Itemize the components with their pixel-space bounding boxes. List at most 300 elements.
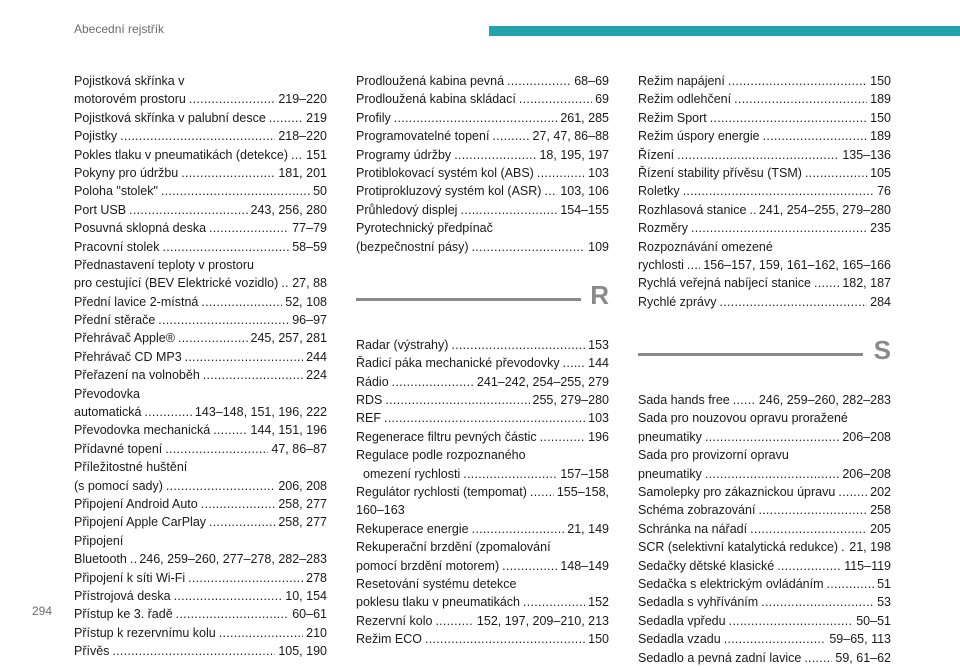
entry-label: Režim odlehčení bbox=[638, 92, 732, 107]
entry-pages: 10, 154 bbox=[285, 588, 327, 603]
entry-label: Programovatelné topení bbox=[356, 129, 490, 144]
index-entry bbox=[74, 513, 327, 531]
entry-label: Režim úspory energie bbox=[638, 129, 760, 144]
entry-pages: 255, 279–280 bbox=[532, 393, 609, 408]
dot-leader bbox=[841, 538, 846, 556]
dot-leader bbox=[384, 409, 585, 427]
entry-label: Port USB bbox=[74, 202, 127, 217]
entry-label: Prodloužená kabina skládací bbox=[356, 92, 516, 107]
index-entry bbox=[356, 538, 609, 556]
dot-leader bbox=[683, 182, 874, 200]
entry-label: Programy údržby bbox=[356, 147, 452, 162]
entry-label: Sada hands free bbox=[638, 393, 730, 408]
dot-leader bbox=[724, 630, 827, 648]
entry-label: Bluetooth bbox=[74, 552, 127, 567]
index-entry bbox=[356, 90, 609, 108]
entry-pages: 50 bbox=[313, 184, 327, 199]
dot-leader bbox=[209, 513, 275, 531]
entry-label: Regulace podle rozpoznaného bbox=[356, 448, 526, 463]
dot-leader bbox=[435, 612, 473, 630]
dot-leader bbox=[492, 127, 529, 145]
entry-pages: 143–148, 151, 196, 222 bbox=[194, 405, 327, 420]
index-entry bbox=[74, 238, 327, 256]
dot-leader bbox=[189, 90, 275, 108]
dot-leader bbox=[507, 72, 571, 90]
entry-label: Přístrojová deska bbox=[74, 588, 171, 603]
dot-leader bbox=[203, 366, 303, 384]
entry-label: Pojistková skřínka v palubní desce bbox=[74, 110, 266, 125]
index-entry bbox=[74, 403, 327, 421]
entry-pages: 206–208 bbox=[842, 429, 891, 444]
entry-label: Přívěs bbox=[74, 644, 110, 659]
entry-label: Průhledový displej bbox=[356, 202, 458, 217]
header-accent-bar bbox=[489, 26, 960, 36]
index-entry bbox=[356, 630, 609, 648]
index-entry bbox=[356, 446, 609, 464]
entry-pages: 59–65, 113 bbox=[829, 632, 891, 647]
index-entry bbox=[356, 520, 609, 538]
dot-leader bbox=[392, 373, 474, 391]
entry-label: Převodovka bbox=[74, 386, 141, 401]
entry-label: Řízení bbox=[638, 147, 675, 162]
entry-pages: 219 bbox=[306, 110, 327, 125]
entry-label: Příležitostné huštění bbox=[74, 460, 188, 475]
entry-pages: 189 bbox=[870, 92, 891, 107]
entry-label: 160–163 bbox=[356, 503, 405, 518]
dot-leader bbox=[291, 146, 303, 164]
index-entry bbox=[74, 366, 327, 384]
entry-pages: 218–220 bbox=[278, 129, 327, 144]
entry-label: Sedadla vpředu bbox=[638, 613, 726, 628]
entry-label: Pokyny pro údržbu bbox=[74, 165, 179, 180]
entry-pages: 219–220 bbox=[278, 92, 327, 107]
index-entry bbox=[356, 182, 609, 200]
entry-label: pomocí brzdění motorem) bbox=[356, 558, 500, 573]
dot-leader bbox=[281, 274, 289, 292]
entry-pages: 144 bbox=[588, 356, 609, 371]
entry-pages: 59, 61–62 bbox=[835, 650, 891, 665]
index-entry bbox=[356, 612, 609, 630]
index-entry bbox=[356, 336, 609, 354]
dot-leader bbox=[463, 465, 557, 483]
index-entry bbox=[638, 538, 891, 556]
entry-pages: 258, 277 bbox=[278, 515, 327, 530]
entry-label: Poloha "stolek" bbox=[74, 184, 158, 199]
index-entry bbox=[74, 569, 327, 587]
entry-label: Sedadla s vyhříváním bbox=[638, 595, 759, 610]
index-entry bbox=[638, 501, 891, 519]
index-entry bbox=[356, 127, 609, 145]
entry-label: Sada pro nouzovou opravu proražené bbox=[638, 411, 848, 426]
dot-leader bbox=[451, 336, 585, 354]
entry-pages: 196 bbox=[588, 429, 609, 444]
entry-label: Režim napájení bbox=[638, 74, 725, 88]
index-entry bbox=[74, 642, 327, 660]
index-entry bbox=[638, 446, 891, 464]
entry-label: Přednastavení teploty v prostoru bbox=[74, 257, 254, 272]
index-column-3 bbox=[638, 72, 891, 667]
entry-label: Připojení Apple CarPlay bbox=[74, 515, 207, 530]
entry-label: Přední stěrače bbox=[74, 313, 156, 328]
index-entry bbox=[638, 520, 891, 538]
index-entry bbox=[356, 501, 609, 519]
dot-leader bbox=[472, 520, 565, 538]
index-entry bbox=[74, 72, 327, 90]
entry-label: Pojistky bbox=[74, 129, 118, 144]
index-entry bbox=[638, 201, 891, 219]
index-entry bbox=[356, 146, 609, 164]
entry-label: Převodovka mechanická bbox=[74, 423, 211, 438]
index-column-1 bbox=[74, 72, 327, 661]
index-entry bbox=[74, 127, 327, 145]
index-entry bbox=[356, 483, 609, 501]
dot-leader bbox=[120, 127, 275, 145]
dot-leader bbox=[502, 557, 557, 575]
index-entry bbox=[638, 483, 891, 501]
entry-pages: 206, 208 bbox=[278, 478, 327, 493]
entry-label: Samolepky pro zákaznickou úpravu bbox=[638, 485, 836, 500]
index-entry bbox=[356, 109, 609, 127]
dot-leader bbox=[805, 164, 867, 182]
index-entry bbox=[638, 274, 891, 292]
entry-label: Roletky bbox=[638, 184, 680, 199]
dot-leader bbox=[201, 495, 276, 513]
entry-pages: 150 bbox=[588, 632, 609, 647]
index-entry bbox=[638, 630, 891, 648]
dot-leader bbox=[166, 477, 275, 495]
entry-label: Rekuperace energie bbox=[356, 521, 469, 536]
index-entry bbox=[638, 391, 891, 409]
entry-pages: 103 bbox=[588, 411, 609, 426]
dot-leader bbox=[219, 624, 303, 642]
dot-leader bbox=[749, 201, 756, 219]
index-entry bbox=[74, 164, 327, 182]
index-entry bbox=[356, 409, 609, 427]
index-entry bbox=[356, 72, 609, 90]
index-entry bbox=[356, 219, 609, 237]
index-entry bbox=[74, 550, 327, 568]
entry-pages: 103, 106 bbox=[560, 184, 609, 199]
index-entry bbox=[638, 428, 891, 446]
entry-label: Rozhlasová stanice bbox=[638, 202, 747, 217]
index-column-2 bbox=[356, 72, 609, 649]
entry-pages: 284 bbox=[870, 294, 891, 309]
entry-label: Přístup k rezervnímu kolu bbox=[74, 625, 216, 640]
entry-label: Pojistková skřínka v bbox=[74, 74, 185, 88]
index-entry bbox=[74, 458, 327, 476]
entry-label: Profily bbox=[356, 110, 391, 125]
index-entry bbox=[638, 557, 891, 575]
dot-leader bbox=[763, 127, 868, 145]
entry-label: Regulátor rychlosti (tempomat) bbox=[356, 485, 527, 500]
index-entry bbox=[356, 354, 609, 372]
entry-label: Sedadla vzadu bbox=[638, 632, 721, 647]
section-divider bbox=[638, 327, 891, 385]
index-entry bbox=[356, 201, 609, 219]
entry-pages: 135–136 bbox=[842, 147, 891, 162]
index-entry bbox=[74, 495, 327, 513]
entry-label: (s pomocí sady) bbox=[74, 478, 163, 493]
entry-label: Režim Sport bbox=[638, 110, 707, 125]
dot-leader bbox=[213, 421, 247, 439]
dot-leader bbox=[130, 550, 136, 568]
entry-label: Protiprokluzový systém kol (ASR) bbox=[356, 184, 542, 199]
index-entry bbox=[74, 219, 327, 237]
index-entry bbox=[638, 146, 891, 164]
index-entry bbox=[74, 90, 327, 108]
index-entry bbox=[74, 624, 327, 642]
index-entry bbox=[638, 164, 891, 182]
entry-pages: 68–69 bbox=[574, 74, 609, 88]
entry-label: Pokles tlaku v pneumatikách (detekce) bbox=[74, 147, 288, 162]
entry-pages: 21, 198 bbox=[849, 540, 891, 555]
dot-leader bbox=[537, 164, 585, 182]
entry-pages: 157–158 bbox=[560, 466, 609, 481]
index-entry bbox=[638, 219, 891, 237]
entry-pages: 69 bbox=[595, 92, 609, 107]
entry-label: Prodloužená kabina pevná bbox=[356, 74, 505, 88]
dot-leader bbox=[161, 182, 310, 200]
dot-leader bbox=[563, 354, 586, 372]
entry-label: Režim ECO bbox=[356, 632, 422, 647]
entry-label: Rozpoznávání omezené bbox=[638, 239, 773, 254]
entry-pages: 182, 187 bbox=[842, 276, 891, 291]
entry-pages: 21, 149 bbox=[567, 521, 609, 536]
entry-label: Řadicí páka mechanické převodovky bbox=[356, 356, 560, 371]
dot-leader bbox=[112, 642, 275, 660]
dot-leader bbox=[838, 483, 867, 501]
entry-label: Rozměry bbox=[638, 221, 689, 236]
index-entry bbox=[638, 109, 891, 127]
dot-leader bbox=[174, 587, 283, 605]
entry-label: Rezervní kolo bbox=[356, 613, 433, 628]
entry-pages: 241–242, 254–255, 279 bbox=[476, 374, 609, 389]
section-rule bbox=[356, 298, 581, 301]
entry-pages: 103 bbox=[588, 165, 609, 180]
entry-pages: 96–97 bbox=[292, 313, 327, 328]
index-entry bbox=[74, 348, 327, 366]
entry-pages: 245, 257, 281 bbox=[250, 331, 327, 346]
dot-leader bbox=[523, 593, 585, 611]
index-entry bbox=[74, 293, 327, 311]
entry-label: Rekuperační brzdění (zpomalování bbox=[356, 540, 551, 555]
dot-leader bbox=[176, 605, 290, 623]
entry-pages: 156–157, 159, 161–162, 165–166 bbox=[703, 257, 891, 272]
index-entry bbox=[638, 127, 891, 145]
entry-label: Přehrávač Apple® bbox=[74, 331, 175, 346]
entry-pages: 152, 197, 209–210, 213 bbox=[476, 613, 609, 628]
dot-leader bbox=[733, 391, 756, 409]
entry-label: Sedačky dětské klasické bbox=[638, 558, 775, 573]
dot-leader bbox=[827, 575, 875, 593]
entry-label: Řízení stability přívěsu (TSM) bbox=[638, 165, 802, 180]
dot-leader bbox=[394, 109, 558, 127]
dot-leader bbox=[750, 520, 867, 538]
entry-label: Radar (výstrahy) bbox=[356, 337, 449, 352]
index-entry bbox=[356, 391, 609, 409]
entry-label: Regenerace filtru pevných částic bbox=[356, 429, 537, 444]
entry-pages: 53 bbox=[877, 595, 891, 610]
section-letter: R bbox=[590, 279, 609, 310]
entry-pages: 150 bbox=[870, 74, 891, 88]
entry-label: Rychlá veřejná nabíjecí stanice bbox=[638, 276, 812, 291]
index-entry bbox=[74, 440, 327, 458]
entry-label: Rádio bbox=[356, 374, 389, 389]
entry-label: Přehrávač CD MP3 bbox=[74, 349, 182, 364]
entry-label: motorovém prostoru bbox=[74, 92, 186, 107]
dot-leader bbox=[454, 146, 536, 164]
index-entry bbox=[356, 575, 609, 593]
entry-pages: 202 bbox=[870, 485, 891, 500]
section-rule bbox=[638, 353, 863, 356]
index-entry bbox=[74, 311, 327, 329]
entry-label: Rychlé zprávy bbox=[638, 294, 717, 309]
entry-pages: 258, 277 bbox=[278, 496, 327, 511]
index-entry bbox=[74, 532, 327, 550]
dot-leader bbox=[385, 391, 529, 409]
dot-leader bbox=[209, 219, 289, 237]
index-entry bbox=[356, 238, 609, 256]
entry-label: (bezpečnostní pásy) bbox=[356, 239, 469, 254]
entry-pages: 51 bbox=[877, 576, 891, 591]
index-entry bbox=[74, 421, 327, 439]
index-entry bbox=[638, 649, 891, 667]
entry-pages: 205 bbox=[870, 521, 891, 536]
entry-label: omezení rychlosti bbox=[363, 466, 461, 481]
entry-pages: 105 bbox=[870, 165, 891, 180]
dot-leader bbox=[201, 293, 282, 311]
entry-pages: 27, 47, 86–88 bbox=[532, 129, 609, 144]
entry-label: Posuvná sklopná deska bbox=[74, 221, 207, 236]
entry-label: Přední lavice 2-místná bbox=[74, 294, 199, 309]
index-entry bbox=[638, 612, 891, 630]
index-entry bbox=[74, 109, 327, 127]
entry-pages: 18, 195, 197 bbox=[539, 147, 609, 162]
entry-label: Připojení k síti Wi-Fi bbox=[74, 570, 186, 585]
entry-pages: 206–208 bbox=[842, 466, 891, 481]
entry-label: Sedadlo a pevná zadní lavice bbox=[638, 650, 802, 665]
dot-leader bbox=[720, 293, 868, 311]
entry-pages: 258 bbox=[870, 503, 891, 518]
dot-leader bbox=[761, 593, 874, 611]
index-entry bbox=[638, 182, 891, 200]
index-entry bbox=[74, 256, 327, 274]
entry-pages: 244 bbox=[306, 349, 327, 364]
entry-label: Připojení Android Auto bbox=[74, 496, 198, 511]
entry-label: Pyrotechnický předpínač bbox=[356, 221, 493, 236]
dot-leader bbox=[691, 219, 867, 237]
entry-label: Přídavné topení bbox=[74, 441, 163, 456]
dot-leader bbox=[728, 72, 867, 90]
entry-label: pneumatiky bbox=[638, 466, 702, 481]
dot-leader bbox=[804, 649, 832, 667]
entry-pages: 246, 259–260, 282–283 bbox=[758, 393, 891, 408]
entry-label: Protiblokovací systém kol (ABS) bbox=[356, 165, 534, 180]
index-entry bbox=[74, 329, 327, 347]
entry-pages: 210 bbox=[306, 625, 327, 640]
index-entry bbox=[356, 373, 609, 391]
index-entry bbox=[638, 72, 891, 90]
entry-pages: 50–51 bbox=[856, 613, 891, 628]
dot-leader bbox=[729, 612, 854, 630]
index-entry bbox=[74, 146, 327, 164]
entry-label: Přístup ke 3. řadě bbox=[74, 607, 173, 622]
entry-pages: 241, 254–255, 279–280 bbox=[758, 202, 891, 217]
entry-pages: 47, 86–87 bbox=[271, 441, 327, 456]
section-letter: S bbox=[873, 335, 891, 366]
dot-leader bbox=[144, 403, 192, 421]
entry-pages: 151 bbox=[306, 147, 327, 162]
entry-pages: 27, 88 bbox=[292, 276, 327, 291]
entry-label: Sedačka s elektrickým ovládáním bbox=[638, 576, 824, 591]
dot-leader bbox=[710, 109, 867, 127]
entry-label: Sada pro provizorní opravu bbox=[638, 448, 789, 463]
entry-pages: 261, 285 bbox=[560, 110, 609, 125]
dot-leader bbox=[269, 109, 303, 127]
dot-leader bbox=[734, 90, 867, 108]
index-entry bbox=[638, 575, 891, 593]
dot-leader bbox=[185, 348, 303, 366]
entry-pages: 58–59 bbox=[292, 239, 327, 254]
entry-pages: 155–158, bbox=[556, 485, 609, 500]
entry-label: Schránka na nářadí bbox=[638, 521, 748, 536]
dot-leader bbox=[677, 146, 839, 164]
entry-pages: 148–149 bbox=[560, 558, 609, 573]
entry-pages: 76 bbox=[877, 184, 891, 199]
index-entry bbox=[638, 593, 891, 611]
dot-leader bbox=[178, 329, 248, 347]
page-header-title: Abecední rejstřík bbox=[74, 22, 165, 36]
dot-leader bbox=[758, 501, 867, 519]
index-entry bbox=[638, 409, 891, 427]
dot-leader bbox=[425, 630, 585, 648]
dot-leader bbox=[158, 311, 289, 329]
dot-leader bbox=[162, 238, 289, 256]
entry-pages: 152 bbox=[588, 595, 609, 610]
dot-leader bbox=[165, 440, 268, 458]
index-entry bbox=[638, 256, 891, 274]
dot-leader bbox=[472, 238, 586, 256]
entry-pages: 189 bbox=[870, 129, 891, 144]
index-entry bbox=[74, 477, 327, 495]
entry-pages: 278 bbox=[306, 570, 327, 585]
page-number: 294 bbox=[32, 604, 53, 618]
index-entry bbox=[638, 465, 891, 483]
entry-label: Schéma zobrazování bbox=[638, 503, 756, 518]
entry-pages: 154–155 bbox=[560, 202, 609, 217]
index-entry bbox=[356, 428, 609, 446]
entry-label: automatická bbox=[74, 405, 142, 420]
entry-pages: 52, 108 bbox=[285, 294, 327, 309]
entry-pages: 224 bbox=[306, 368, 327, 383]
dot-leader bbox=[540, 428, 585, 446]
index-entry bbox=[356, 593, 609, 611]
entry-label: pneumatiky bbox=[638, 429, 702, 444]
dot-leader bbox=[460, 201, 557, 219]
index-entry bbox=[74, 385, 327, 403]
entry-label: pro cestující (BEV Elektrické vozidlo) bbox=[74, 276, 279, 291]
index-entry bbox=[638, 238, 891, 256]
index-entry bbox=[74, 274, 327, 292]
entry-pages: 181, 201 bbox=[278, 165, 327, 180]
dot-leader bbox=[705, 428, 839, 446]
entry-label: REF bbox=[356, 411, 381, 426]
entry-label: RDS bbox=[356, 393, 383, 408]
dot-leader bbox=[188, 569, 303, 587]
entry-label: SCR (selektivní katalytická redukce) bbox=[638, 540, 839, 555]
entry-pages: 243, 256, 280 bbox=[250, 202, 327, 217]
entry-label: Přeřazení na volnoběh bbox=[74, 368, 200, 383]
